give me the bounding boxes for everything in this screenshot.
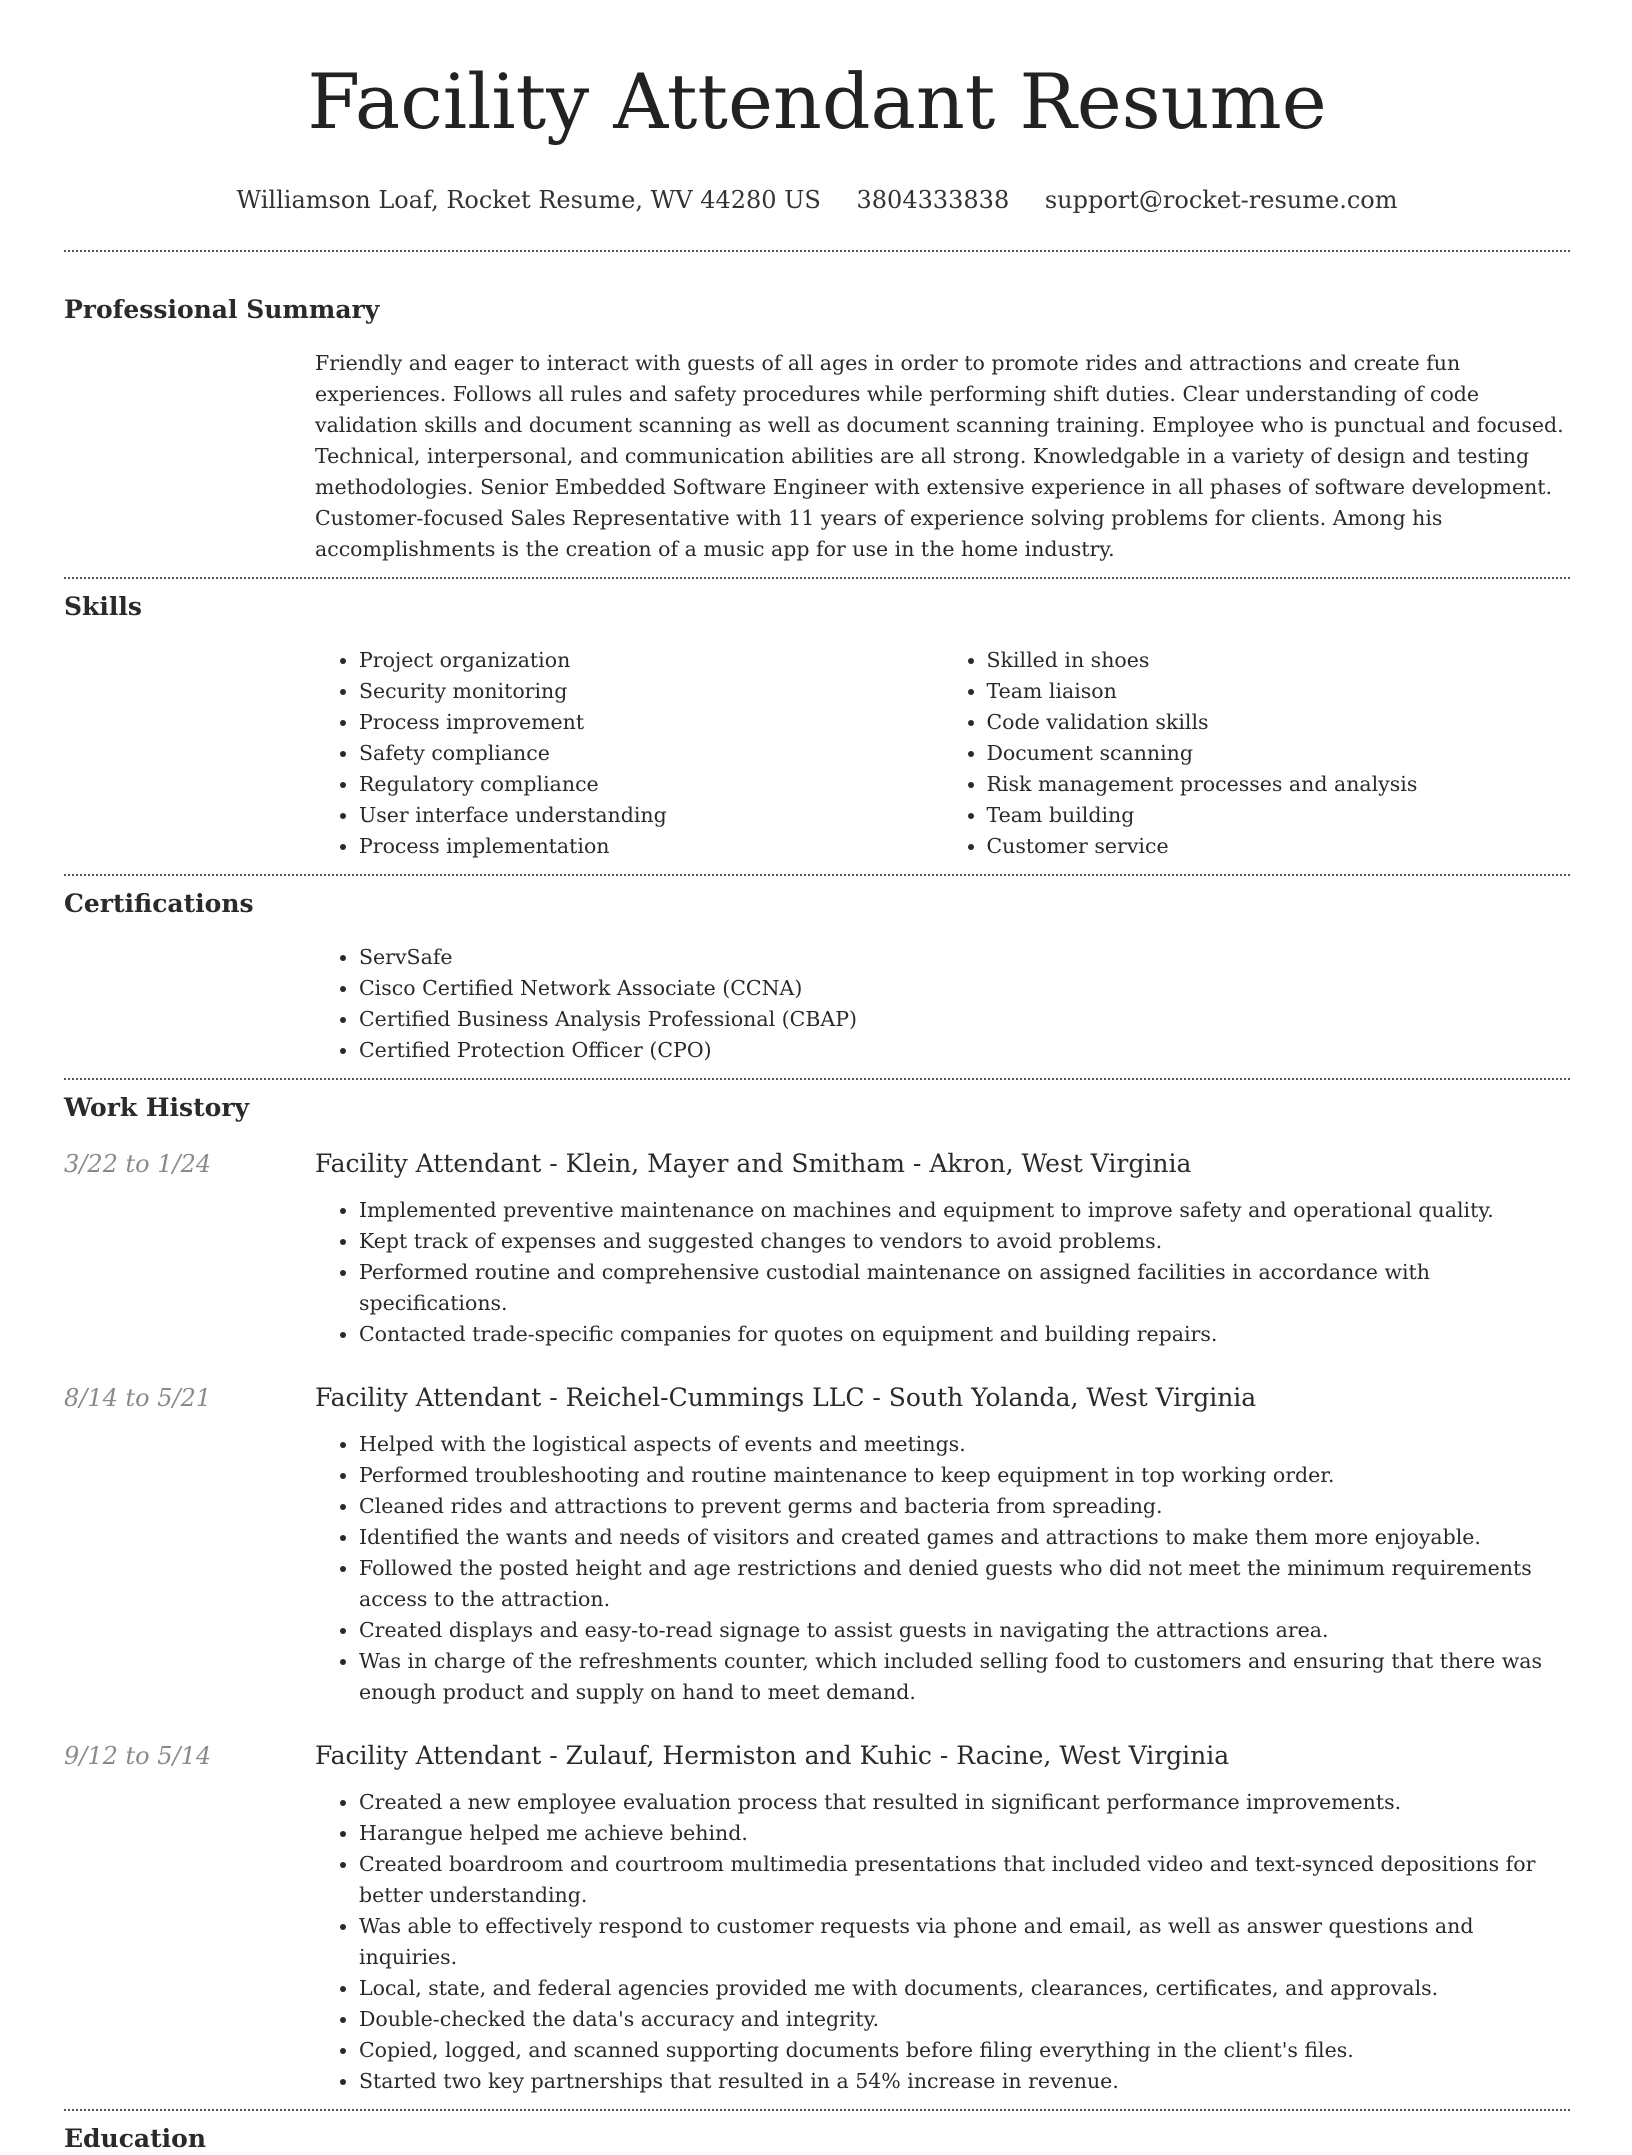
list-item: • Security monitoring: [359, 676, 943, 707]
skills-list-left: [315, 645, 943, 862]
resume-title: Facility Attendant Resume: [307, 57, 1327, 146]
list-item: • Performed troubleshooting and routine maintenance to keep equipment in top working order.: [359, 1460, 1570, 1491]
list-item: • Risk management processes and analysis: [987, 769, 1571, 800]
list-item: • Created a new employee evaluation process that resulted in significant performance improvements.: [359, 1787, 1570, 1818]
skills-section: [64, 579, 1570, 874]
list-item: • Cisco Certified Network Associate (CCNA): [359, 973, 1570, 1004]
job-entry: [64, 1740, 1570, 2097]
contact-address: Williamson Loaf, Rocket Resume, WV 44280 US: [236, 186, 821, 214]
list-item: • Was able to effectively respond to customer requests via phone and email, as well as answer questions and inquiries.: [359, 1911, 1570, 1973]
list-item: • Implemented preventive maintenance on machines and equipment to improve safety and operational quality.: [359, 1195, 1570, 1226]
list-item: • ServSafe: [359, 942, 1570, 973]
skills-heading: Skills: [64, 592, 142, 621]
list-item: • Customer service: [987, 831, 1571, 862]
list-item: • Started two key partnerships that resulted in a 54% increase in revenue.: [359, 2066, 1570, 2097]
job-title: Facility Attendant - Zulauf, Hermiston and Kuhic - Racine, West Virginia: [315, 1741, 1230, 1770]
contact-email: support@rocket-resume.com: [1044, 186, 1398, 214]
list-item: • Cleaned rides and attractions to prevent germs and bacteria from spreading.: [359, 1491, 1570, 1522]
certifications-content: [315, 942, 1570, 1066]
job-entry: [64, 1148, 1570, 1350]
list-item: • User interface understanding: [359, 800, 943, 831]
list-item: • Was in charge of the refreshments counter, which included selling food to customers and ensuring that there was enough product and supply on hand to meet demand.: [359, 1646, 1570, 1708]
job-dates: 3/22 to 1/24: [64, 1150, 212, 1178]
list-item: • Double-checked the data's accuracy and integrity.: [359, 2004, 1570, 2035]
list-item: • Project organization: [359, 645, 943, 676]
list-item: • Process improvement: [359, 707, 943, 738]
list-item: • Helped with the logistical aspects of events and meetings.: [359, 1429, 1570, 1460]
summary-content: [315, 348, 1570, 565]
list-item: • Code validation skills: [987, 707, 1571, 738]
list-item: • Document scanning: [987, 738, 1571, 769]
list-item: • Kept track of expenses and suggested changes to vendors to avoid problems.: [359, 1226, 1570, 1257]
summary-section: [64, 252, 1570, 577]
list-item: • Team building: [987, 800, 1571, 831]
list-item: • Contacted trade-specific companies for quotes on equipment and building repairs.: [359, 1319, 1570, 1350]
list-item: • Certified Protection Officer (CPO): [359, 1035, 1570, 1066]
certifications-heading: Certifications: [64, 889, 254, 918]
skills-grid: [315, 645, 1570, 862]
list-item: • Process implementation: [359, 831, 943, 862]
job-title: Facility Attendant - Klein, Mayer and Smitham - Akron, West Virginia: [315, 1149, 1192, 1178]
job-bullets: [315, 1787, 1570, 2097]
job-bullets: [315, 1195, 1570, 1350]
contact-phone: 3804333838: [856, 186, 1010, 214]
job-dates: 9/12 to 5/14: [64, 1742, 212, 1770]
skills-list-right: [943, 645, 1571, 862]
list-item: • Local, state, and federal agencies provided me with documents, clearances, certificates, and approvals.: [359, 1973, 1570, 2004]
list-item: • Followed the posted height and age restrictions and denied guests who did not meet the minimum requirements access to the attraction.: [359, 1553, 1570, 1615]
list-item: • Performed routine and comprehensive custodial maintenance on assigned facilities in accordance with specifications.: [359, 1257, 1570, 1319]
certifications-section: [64, 876, 1570, 1078]
list-item: • Copied, logged, and scanned supporting documents before filing everything in the client's files.: [359, 2035, 1570, 2066]
job-dates: 8/14 to 5/21: [64, 1384, 212, 1412]
education-heading: Education: [64, 2124, 207, 2153]
list-item: • Certified Business Analysis Professional (CBAP): [359, 1004, 1570, 1035]
list-item: • Skilled in shoes: [987, 645, 1571, 676]
list-item: • Created boardroom and courtroom multimedia presentations that included video and text-synced depositions for better understanding.: [359, 1849, 1570, 1911]
certifications-list: [315, 942, 1570, 1066]
list-item: • Safety compliance: [359, 738, 943, 769]
education-section: [64, 2111, 1570, 2155]
summary-text: Friendly and eager to interact with guests of all ages in order to promote rides and attractions and create fun experiences. Follows all rules and safety procedures while performing shift duties. Clear understanding of code validation skills and document scanning as well as document scanning training. Employee who is punctual and focused. Technical, interpersonal, and communication abilities are all strong. Knowledgable in a variety of design and testing methodologies. Senior Embedded Software Engineer with extensive experience in all phases of software development. Customer-focused Sales Representative with 11 years of experience solving problems for clients. Among his accomplishments is the creation of a music app for use in the home industry.: [315, 351, 1564, 561]
work-history-heading: Work History: [64, 1093, 250, 1122]
list-item: • Identified the wants and needs of visitors and created games and attractions to make them more enjoyable.: [359, 1522, 1570, 1553]
list-item: • Regulatory compliance: [359, 769, 943, 800]
job-bullets: [315, 1429, 1570, 1708]
resume-page: [64, 0, 1570, 2155]
work-history-section: [64, 1080, 1570, 2109]
list-item: • Team liaison: [987, 676, 1571, 707]
job-entry: [64, 1382, 1570, 1708]
summary-heading: Professional Summary: [64, 295, 380, 324]
contact-line: [64, 184, 1570, 216]
list-item: • Harangue helped me achieve behind.: [359, 1818, 1570, 1849]
job-title: Facility Attendant - Reichel-Cummings LLC - South Yolanda, West Virginia: [315, 1383, 1257, 1412]
list-item: • Created displays and easy-to-read signage to assist guests in navigating the attractions area.: [359, 1615, 1570, 1646]
